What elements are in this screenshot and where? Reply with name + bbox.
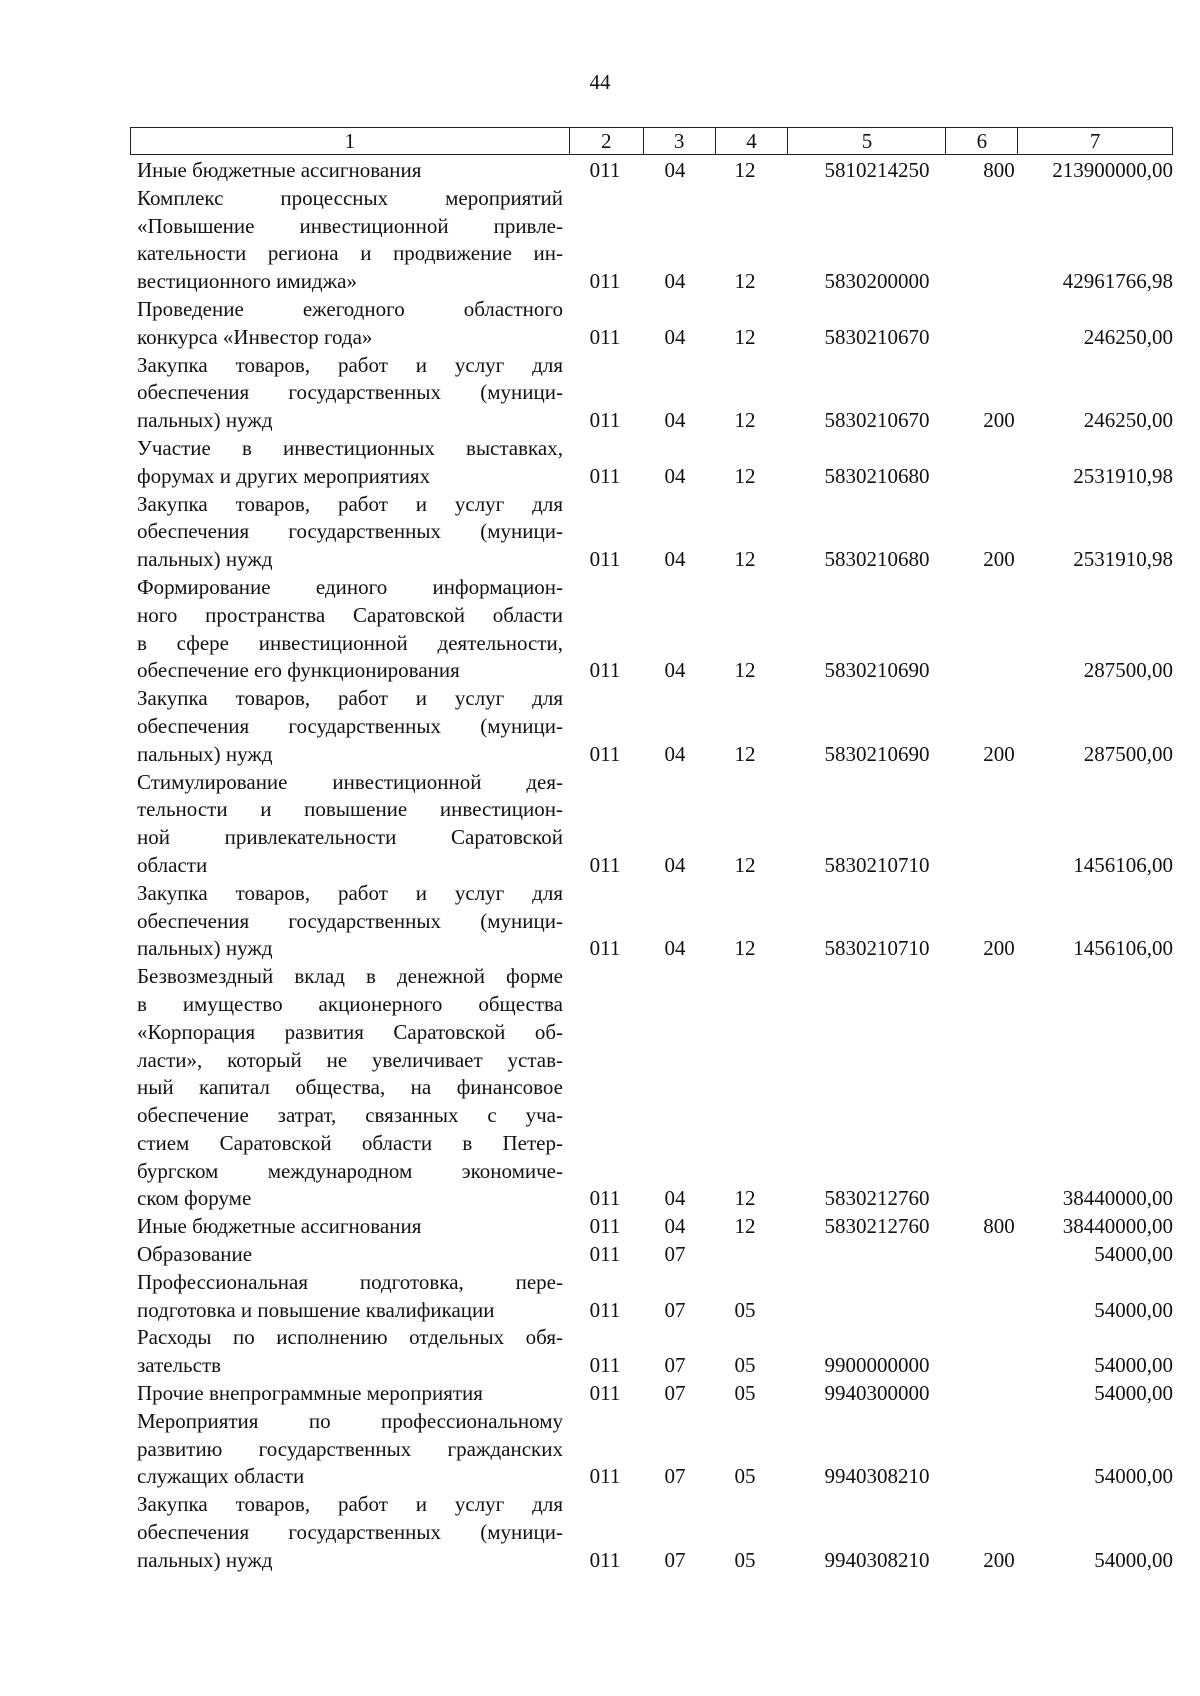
ministry-code: 011 [589,1547,621,1572]
expense-type-code: 200 [983,741,1015,766]
subsection-code: 12 [734,463,756,488]
table-row [137,685,1173,768]
ministry-code: 011 [589,547,621,572]
description-line: конкурса «Инвестор года» [137,324,373,349]
description-line: обеспечения государственных (муници- [137,1520,563,1545]
section-code: 04 [664,741,686,766]
row-codes [137,657,1173,685]
description-line: Комплекс процессных мероприятий [137,185,563,210]
row-codes [137,407,1173,435]
subsection-code: 12 [734,547,756,572]
table-row [137,1269,1173,1325]
header-col-1: 1 [131,128,570,155]
amount: 38440000,00 [1062,1186,1173,1211]
description-line: обеспечения государственных (муници- [137,519,563,544]
section-code: 04 [664,852,686,877]
description-line: пальных) нужд [137,936,273,961]
description-line: Закупка товаров, работ и услуг для [137,1492,563,1517]
target-article-code: 5830210690 [824,658,930,683]
description-line: бургском международном экономиче- [137,1158,563,1183]
target-article-code: 5830210690 [824,741,930,766]
ministry-code: 011 [589,1297,621,1322]
description-line: Стимулирование инвестиционной дея- [137,769,563,794]
table-row [137,157,1173,185]
row-codes [137,741,1173,769]
section-code: 04 [664,324,686,349]
row-codes [137,463,1173,491]
description-line: ласти», который не увеличивает устав- [137,1047,563,1072]
table-row [137,574,1173,685]
amount: 246250,00 [1083,408,1173,433]
description-line: Формирование единого информацион- [137,574,563,599]
description-line: обеспечение затрат, связанных с уча- [137,1103,563,1128]
subsection-code: 12 [734,852,756,877]
target-article-code: 5830212760 [824,1186,930,1211]
row-codes [137,1297,1173,1325]
row-codes [137,546,1173,574]
description-line: «Корпорация развития Саратовской об- [137,1019,563,1044]
subsection-code: 05 [734,1464,756,1489]
description-line: зательств [137,1353,222,1378]
description-line: Профессиональная подготовка, пере- [137,1269,563,1294]
section-code: 07 [664,1353,686,1378]
description-line: Мероприятия по профессиональному [137,1408,563,1433]
ministry-code: 011 [589,158,621,182]
row-codes [137,1185,1173,1213]
row-codes [137,324,1173,352]
table-row [137,1241,1173,1269]
description-line: вестиционного имиджа» [137,269,357,294]
subsection-code: 05 [734,1381,756,1406]
amount: 54000,00 [1094,1381,1173,1406]
target-article-code: 5830210680 [824,547,930,572]
amount: 213900000,00 [1052,158,1173,182]
ministry-code: 011 [589,741,621,766]
table-row [137,1380,1173,1408]
description-line: области [137,852,208,877]
section-code: 04 [664,269,686,294]
description-line: обеспечения государственных (муници- [137,713,563,738]
amount: 2531910,98 [1073,547,1173,572]
amount: 2531910,98 [1073,463,1173,488]
target-article-code: 5830212760 [824,1214,930,1239]
target-article-code: 9940300000 [824,1381,930,1406]
description-line: Образование [137,1242,253,1267]
target-article-code: 5830200000 [824,269,930,294]
table-row [137,296,1173,352]
description-line: Иные бюджетные ассигнования [137,158,422,182]
subsection-code: 12 [734,658,756,683]
target-article-code: 9940308210 [824,1464,930,1489]
description-line: служащих области [137,1464,305,1489]
description-line: Безвозмездный вклад в денежной форме [137,964,563,989]
table-row [137,1491,1173,1574]
table-row [137,769,1173,880]
target-article-code: 5830210680 [824,463,930,488]
ministry-code: 011 [589,324,621,349]
description-line: стием Саратовской области в Петер- [137,1130,563,1155]
description-line: Прочие внепрограммные мероприятия [137,1381,483,1406]
amount: 42961766,98 [1062,269,1173,294]
target-article-code: 5830210710 [824,936,930,961]
description-line: Участие в инвестиционных выставках, [137,435,563,460]
section-code: 07 [664,1547,686,1572]
ministry-code: 011 [589,269,621,294]
expense-type-code: 200 [983,547,1015,572]
ministry-code: 011 [589,852,621,877]
table-row [137,1408,1173,1491]
subsection-code: 05 [734,1547,756,1572]
table-row [137,491,1173,574]
ministry-code: 011 [589,463,621,488]
section-code: 04 [664,936,686,961]
amount: 1456106,00 [1073,936,1173,961]
subsection-code: 12 [734,741,756,766]
description-line: пальных) нужд [137,547,273,572]
header-col-5: 5 [788,128,946,155]
page-number: 44 [589,70,611,94]
ministry-code: 011 [589,658,621,683]
ministry-code: 011 [589,936,621,961]
section-code: 07 [664,1381,686,1406]
subsection-code: 12 [734,408,756,433]
table-row [137,963,1173,1213]
description-line: Закупка товаров, работ и услуг для [137,491,563,516]
section-code: 04 [664,408,686,433]
description-line: ный капитал общества, на финансовое [137,1075,563,1100]
ministry-code: 011 [589,1186,621,1211]
row-codes [137,1463,1173,1491]
description-line: форумах и других мероприятиях [137,463,431,488]
table-row [137,880,1173,963]
row-codes [137,1547,1173,1575]
table-row [137,435,1173,491]
target-article-code: 9900000000 [824,1353,930,1378]
amount: 54000,00 [1094,1353,1173,1378]
description-line: Закупка товаров, работ и услуг для [137,686,563,711]
description-line: «Повышение инвестиционной привле- [137,213,563,238]
description-line: Расходы по исполнению отдельных обя- [137,1325,563,1350]
subsection-code: 12 [734,1186,756,1211]
ministry-code: 011 [589,1214,621,1239]
header-col-2: 2 [569,128,643,155]
ministry-code: 011 [589,408,621,433]
expense-type-code: 800 [983,1214,1015,1239]
expense-type-code: 200 [983,1547,1015,1572]
subsection-code: 12 [734,1214,756,1239]
header-col-3: 3 [643,128,715,155]
target-article-code: 5830210670 [824,408,930,433]
target-article-code: 9940308210 [824,1547,930,1572]
amount: 54000,00 [1094,1242,1173,1267]
description-line: в сфере инвестиционной деятельности, [137,630,563,655]
amount: 287500,00 [1083,658,1173,683]
amount: 38440000,00 [1062,1214,1173,1239]
table-row [137,1324,1173,1380]
amount: 246250,00 [1083,324,1173,349]
section-code: 04 [664,158,686,182]
table-body [137,157,1173,1575]
header-col-6: 6 [946,128,1018,155]
row-codes [137,935,1173,963]
table-row [137,1213,1173,1241]
section-code: 04 [664,658,686,683]
description-line: Закупка товаров, работ и услуг для [137,880,563,905]
description-line: ного пространства Саратовской области [137,602,563,627]
section-code: 04 [664,463,686,488]
section-code: 04 [664,1186,686,1211]
amount: 54000,00 [1094,1547,1173,1572]
ministry-code: 011 [589,1242,621,1267]
description-line: подготовка и повышение квалификации [137,1297,495,1322]
description-line: пальных) нужд [137,408,273,433]
amount: 54000,00 [1094,1297,1173,1322]
row-codes [137,852,1173,880]
ministry-code: 011 [589,1353,621,1378]
section-code: 04 [664,547,686,572]
amount: 1456106,00 [1073,852,1173,877]
target-article-code: 5830210670 [824,324,930,349]
row-codes [137,268,1173,296]
description-line: обеспечения государственных (муници- [137,908,563,933]
description-line: ной привлекательности Саратовской [137,825,563,850]
target-article-code: 5830210710 [824,852,930,877]
target-article-code: 5810214250 [824,158,930,182]
header-col-4: 4 [715,128,788,155]
subsection-code: 12 [734,158,756,182]
row-codes [137,1380,1173,1408]
description-line: кательности региона и продвижение ин- [137,241,563,266]
ministry-code: 011 [589,1464,621,1489]
row-codes [137,1241,1173,1269]
description-line: в имущество акционерного общества [137,991,563,1016]
row-codes [137,1352,1173,1380]
table-header [130,127,1173,155]
subsection-code: 12 [734,269,756,294]
table-row [137,185,1173,296]
description-line: обеспечение его функционирования [137,658,460,683]
description-line: Проведение ежегодного областного [137,296,563,321]
subsection-code: 12 [734,936,756,961]
description-line: ском форуме [137,1186,252,1211]
table-row [137,352,1173,435]
section-code: 07 [664,1242,686,1267]
description-line: обеспечения государственных (муници- [137,380,563,405]
description-line: пальных) нужд [137,741,273,766]
ministry-code: 011 [589,1381,621,1406]
amount: 54000,00 [1094,1464,1173,1489]
row-codes [137,157,1173,185]
section-code: 04 [664,1214,686,1239]
section-code: 07 [664,1297,686,1322]
section-code: 07 [664,1464,686,1489]
subsection-code: 05 [734,1297,756,1322]
description-line: Закупка товаров, работ и услуг для [137,352,563,377]
description-line: тельности и повышение инвестицион- [137,797,563,822]
expense-type-code: 200 [983,936,1015,961]
expense-type-code: 200 [983,408,1015,433]
row-description [137,963,563,1213]
row-codes [137,1213,1173,1241]
header-col-7: 7 [1018,128,1173,155]
description-line: развитию государственных гражданских [137,1436,563,1461]
expense-type-code: 800 [983,158,1015,182]
amount: 287500,00 [1083,741,1173,766]
description-line: Иные бюджетные ассигнования [137,1214,422,1239]
subsection-code: 12 [734,324,756,349]
description-line: пальных) нужд [137,1547,273,1572]
subsection-code: 05 [734,1353,756,1378]
